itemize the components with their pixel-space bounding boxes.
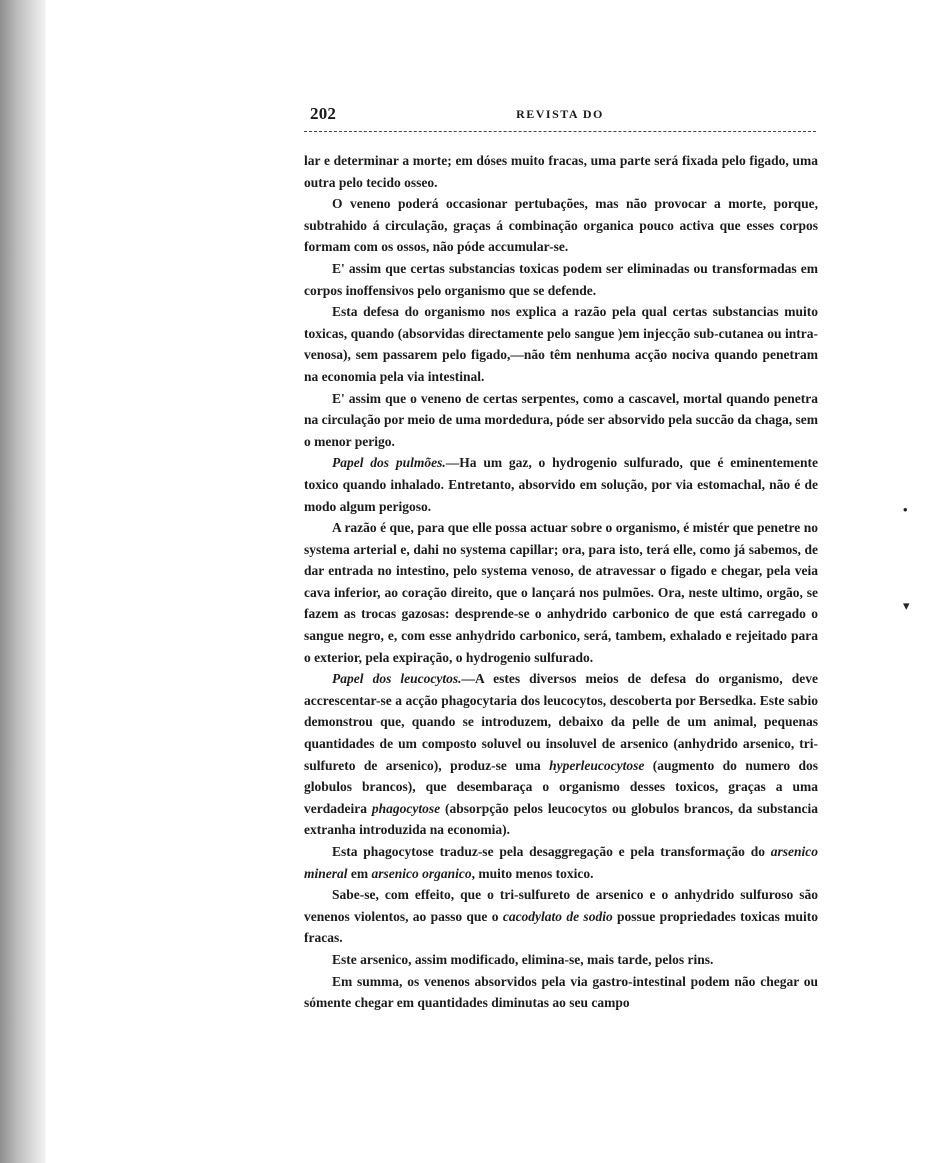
paragraph-text: (absorpção pelos leucocytos ou globulos brancos, da substancia extranha introduzida na economia).: [304, 800, 818, 838]
italic-term: hyperleucocytose: [549, 757, 645, 773]
paragraph: Esta defesa do organismo nos explica a razão pela qual certas substancias muito toxicas, quando (absorvidas directamente pelo sangue )em injecção sub-cutanea ou intra-venosa), sem passarem pelo figado,—não têm nenhuma acção nociva quando penetram na economia pela via intestinal.: [304, 304, 818, 384]
paragraph: [304, 841, 818, 884]
section-heading-pulmoes: Papel dos pulmões.: [332, 455, 446, 471]
running-title: REVISTA DO: [516, 107, 604, 121]
paragraph: lar e determinar a morte; em dóses muito fracas, uma parte será fixada pelo figado, uma outra pelo tecido osseo.: [304, 153, 818, 190]
margin-mark: ▾: [903, 598, 910, 613]
italic-term: arsenico organico: [371, 865, 472, 881]
paragraph-text: Esta phagocytose traduz-se pela desaggregação e pela transformação do: [332, 844, 771, 859]
paragraph: Este arsenico, assim modificado, elimina-se, mais tarde, pelos rins.: [332, 951, 714, 967]
paragraph: E' assim que o veneno de certas serpentes, como a cascavel, mortal quando penetra na circulação por meio de uma mordedura, póde ser absorvido pela succão da chaga, sem o menor perigo.: [304, 390, 818, 449]
italic-term: phagocytose: [371, 800, 441, 816]
paragraph: [304, 452, 818, 517]
paragraph: Em summa, os venenos absorvidos pela via gastro-intestinal podem não chegar ou sómente chegar em quantidades diminutas ao seu campo: [304, 973, 818, 1011]
paragraph-text: , muito menos toxico.: [471, 865, 594, 881]
paragraph: [304, 884, 818, 949]
italic-term: cacodylato de sodio: [502, 908, 613, 924]
paragraph-text: —A estes diversos meios de defesa do organismo, deve accrescentar-se a acção phagocytaria dos leucocytos, descoberta por Bersedka. Este sabio demonstrou que, quando se introduzem, debaixo da pelle de um animal, pequenas quantidades de um composto soluvel ou insoluvel de arsenico (anhydrido arsenico, tri-sulfureto de arsenico), produz-se uma: [304, 671, 818, 773]
paragraph-text: (augmento do numero dos globulos brancos), que desembaraça o organismo desses toxicos, graças a uma verdadeira: [304, 757, 818, 816]
paragraph: [304, 668, 818, 841]
header-rule: [304, 131, 816, 132]
paragraph: O veneno poderá occasionar pertubações, mas não provocar a morte, porque, subtrahido á circulação, graças á combinação organica pouco activa que esses corpos formam com os ossos, não póde accumular-se.: [304, 196, 818, 255]
paragraph-text: possue propriedades toxicas muito fracas.: [304, 908, 818, 946]
margin-mark: •: [903, 502, 908, 517]
paragraph-text: em: [347, 865, 372, 881]
page-number: 202: [310, 104, 337, 123]
book-binding-shadow: [0, 0, 46, 1163]
paragraph: E' assim que certas substancias toxicas podem ser eliminadas ou transformadas em corpos inoffensivos pelo organismo que se defende.: [304, 260, 818, 298]
italic-term: arsenico mineral: [304, 844, 818, 881]
paragraph-text: Sabe-se, com effeito, que o tri-sulfureto de arsenico e o anhydrido sulfuroso são venenos violentos, ao passo que o: [304, 887, 818, 924]
paragraph: A razão é que, para que elle possa actuar sobre o organismo, é mistér que penetre no systema arterial e, dahi no systema capillar; ora, para isto, terá elle, como já sabemos, de dar entrada no intestino, pelo systema venoso, de atravessar o figado e chegar, pela veia cava inferior, ao coração direito, que o lançará nos pulmões. Ora, neste ultimo, orgão, se fazem as trocas gazosas: desprende-se o anhydrido carbonico de que está carregado o sangue negro, e, com esse anhydrido carbonico, será, tambem, exhalado e rejeitado para o exterior, pela expiração, o hydrogenio sulfurado.: [304, 520, 818, 665]
paragraph-text: —Ha um gaz, o hydrogenio sulfurado, que é eminentemente toxico quando inhalado. Entretanto, absorvido em solução, por via estomachal, não é de modo algum perigoso.: [304, 455, 818, 514]
section-heading-leucocytos: Papel dos leucocytos.: [332, 671, 462, 687]
body-text: [304, 150, 818, 1014]
